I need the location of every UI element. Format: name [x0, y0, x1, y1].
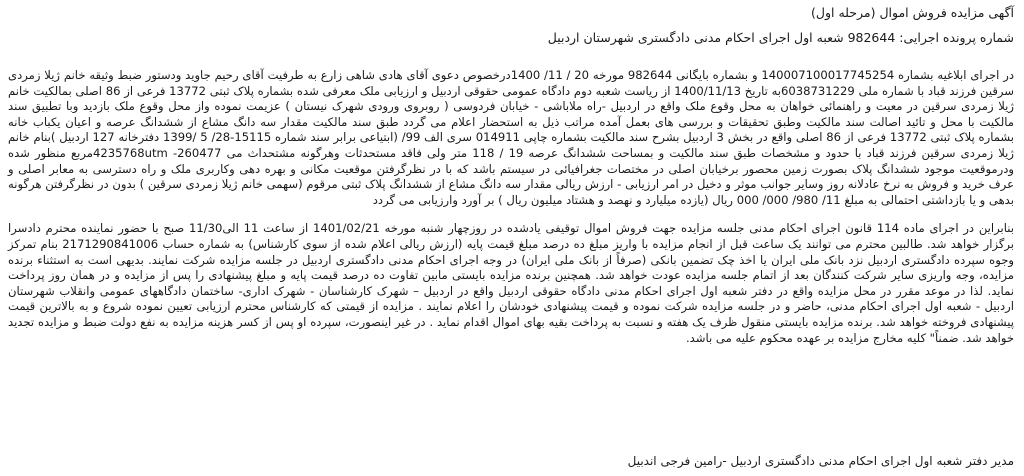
notice-title: آگهی مزایده فروش اموال (مرحله اول)	[811, 5, 1014, 20]
signature-line: مدیر دفتر شعبه اول اجرای احکام مدنی دادگستری اردبیل -رامین فرجی اندبیل	[627, 454, 1014, 468]
auction-terms-paragraph: بنابراین در اجرای ماده 114 قانون اجرای احکام مدنی جلسه مزایده جهت فروش اموال توقیفی یادشده در روزچهار شنبه مورخه 1401/02/21 از ساعت 11 الی11/30 صبح با حضور نماینده محترم دادسرا برگزار خواهد شد. طالبین محترم می توانند یک ساعت قبل از انجام مزایده با واریز مبلغ ده درصد مبلغ قیمت پایه (ارزش ریالی اعلام شده از سوی کارشناس) به شماره حساب 2171290841006 بنام تمرکز وجوه سپرده دادگستری اردبیل نزد بانک ملی ایران یا اخذ چک تضمین بانکی (صرفاً از بانک ملی ایران) در وجه اجرای احکام مدنی دادگستری اردبیل در جلسه مزایده شرکت نمایند. بدیهی است به استثناء برنده مزایده، وجه واریزی سایر شرکت کنندگان بعد از اتمام جلسه مزایده عودت خواهد شد. همچنین برنده مزایده بایستی مابین تفاوت ده درصد قیمت پایه و مبلغ پیشنهادی را پس از مزایده و در همان روز پرداخت نماید. لذا در موعد مقرر در محل مزایده واقع در دفتر شعبه اول اجرای احکام مدنی دادگاه حقوقی اردبیل واقع در اردبیل – شهرک کارشناسان - شهرک اداری- ساختمان دادگاههای عمومی وانقلاب شهرستان اردبیل - شعبه اول اجرای احکام مدنی، حاضر و در جلسه مزایده شرکت نموده و قیمت پیشنهادی خودشان را اعلام نمایند . مزایده از قیمتی که کارشناس محترم ارزیابی تعیین نموده شروع و به بالاترین قیمت پیشنهادی فروخته خواهد شد. برنده مزایده بایستی منقول ظرف یک هفته و نسبت به پرداخت بقیه بهای اموال اقدام نماید . در غیر اینصورت، سپرده او پس از کسر هزینه مزایده به نفع دولت ضبط و مزایده تجدید خواهد شد. ضمناً" کلیه مخارج مزایده بر عهده محکوم علیه می باشد.	[8, 221, 1014, 345]
assessment-paragraph: در اجرای ابلاغیه بشماره 140007100017745254 و بشماره بایگانی 982644 مورخه 20 / 11/ 1400درخصوص دعوی آقای هادی شاهی زارع به طرفیت آقای رحیم جاوید ودستور ضبط وثیقه خانم ژیلا زمردی سرقین فرزند قباد با شماره ملی 6038731229به تاریخ 1400/11/13 از ریاست شعبه دوم دادگاه عمومی حقوقی اردبیل و ارزیابی ملک معرفی شده بشماره پلاک ثبتی 13772 فرعی از 86 اصلی بمالکیت خانم ژیلا زمردی سرقین در معیت و راهنمائی خواهان به محل وقوع ملک واقع در اردبیل -راه ملاباشی - خیابان فردوسی ( روبروی ورودی شهرک نیستان ) عزیمت نموده واز محل وقوع ملک بازدید وبا تطبیق سند مالکیت با محل و تائید اصالت سند مالکیت وطبق تحقیقات و بررسی های بعمل آمده مراتب ذیل به استحضار اعلام می گردد طبق سند مالکیت مقدار سه دانگ مشاع از ششدانگ عرصه و اعیان یکباب خانه بشماره پلاک ثبتی 13772 فرعی از 86 اصلی واقع در بخش 3 اردبیل بشرح سند مالکیت بشماره چاپی 014911 سری الف 99/ (ابتیاعی برابر سند شماره 15115-28/ 5 /1399 دفترخانه 127 اردبیل )بنام خانم ژیلا زمردی سرقین فرزند قباد با حدود و مشخصات طبق سند مالکیت و بمساحت ششدانگ عرصه 19 / 118 متر ولی فاقد مستحدثات وهرگونه مشتحداث می 260477- 4235768utmمربع منظور شده ودرموقعیت موجود ششدانگ پلاک بصورت زمین محصور برخیابان اصلی در مختصات جغرافیائی در سیستم باشد که با در نظرگرفتن موقعیت مکانی و بهره دهی وکاربری ملک و راه دسترسی به معابر اصلی و عرف خرید و فروش به نرخ عادلانه روز وسایر جوانب موثر و دخیل در امر ارزیابی - ارزش ریالی مقدار سه دانگ مشاع از ششدانگ پلاک ثبتی مرقوم (سهمی خانم ژیلا زمردی سرقین ) بدون در نظرگرفتن هرگونه بدهی و یا بازداشتی احتمالی به مبلغ 11/ 980/ 000/ 000 ریال (یازده میلیارد و نهصد و هشتاد میلیون ریال ) بر آورد وارزیابی می گردد	[8, 68, 1015, 207]
case-number-line: شماره پرونده اجرایی: 982644 شعبه اول اجرای احکام مدنی دادگستری شهرستان اردبیل	[547, 30, 1014, 45]
